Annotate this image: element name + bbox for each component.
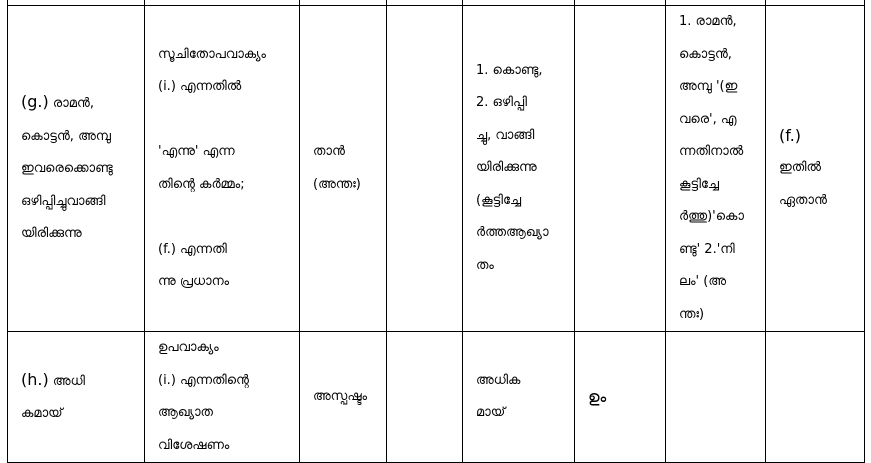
- cell-line: ന്നതിനാൽ: [679, 144, 744, 159]
- cell-object: [666, 6, 766, 332]
- cell-line: കൊട്ടൻ, അമ്പു: [21, 128, 111, 144]
- cell-line: ഏതാൻ: [779, 192, 827, 208]
- cell-line: ന്നു പ്രധാനം: [158, 274, 230, 289]
- cell-line: തം: [476, 257, 494, 273]
- cell-clause-type: [145, 332, 300, 463]
- row-marker-line: [21, 86, 136, 121]
- cell-line: കൊട്ടൻ,: [679, 46, 732, 62]
- cell-line: അസ്പഷ്ടം: [313, 388, 368, 404]
- analysis-table: [7, 0, 865, 463]
- cell-line: (i.) എന്നതിൽ: [158, 79, 242, 94]
- cell-line: കൂട്ടിച്ചേ: [679, 176, 720, 192]
- cell-line: കമായ്: [21, 406, 63, 421]
- cell-line: ഇവരെക്കൊണ്ടു: [21, 161, 113, 177]
- line-gap: [158, 201, 291, 234]
- table-row-h: [8, 332, 865, 463]
- cell-empty: [666, 332, 766, 463]
- cell-empty: [387, 6, 463, 332]
- cell-line: ന്തഃ): [679, 306, 705, 322]
- cell-line: വരെ', എ: [679, 111, 737, 127]
- cell-line: ച്ചു, വാങ്ങി: [476, 127, 535, 143]
- cell-line: മായ്: [476, 405, 506, 420]
- cell-line: 2. ഒഴിപ്പി: [476, 95, 527, 111]
- cell-line: (i.) എന്നതിന്റെ: [158, 372, 249, 388]
- cell-subject: [8, 332, 145, 463]
- cell-line: (കൂട്ടിച്ചേ: [476, 192, 522, 208]
- cell-line: തിന്റെ കർമ്മം;: [158, 176, 245, 192]
- cell-line: ഉം: [588, 386, 607, 406]
- cell-line: സൂചിതോപവാക്യം: [158, 46, 266, 62]
- cell-line: യിരിക്കുന്നു: [21, 226, 82, 242]
- cell-line: വിശേഷണം: [158, 437, 230, 453]
- table-row-g: [8, 6, 865, 332]
- cell-line: ലം' (അ: [679, 274, 727, 289]
- row-marker: (f.): [779, 125, 802, 145]
- line-gap: [158, 104, 291, 137]
- cell-empty: [766, 332, 865, 463]
- cell-line: രാമൻ,: [52, 96, 94, 112]
- cell-line: അധി: [52, 373, 85, 389]
- cell-line: (അന്തഃ): [313, 176, 361, 192]
- cell-reference: [766, 6, 865, 332]
- cell-line: 1. രാമൻ,: [679, 14, 737, 29]
- cell-empty: [575, 6, 666, 332]
- cell-line: ർത്തു)'കൊ: [679, 209, 744, 224]
- cell-line: ണ്ടു' 2.'നി: [679, 241, 735, 257]
- cell-line: ർത്തആഖ്യാ: [476, 225, 549, 241]
- cell-line: (f.) എന്നതി: [158, 241, 227, 257]
- cell-predicate: [463, 6, 575, 332]
- cell-line: 1. കൊണ്ടു,: [476, 62, 543, 78]
- cell-line: ഉപവാക്യം: [158, 340, 219, 355]
- cell-line: ഇതിൽ: [779, 160, 821, 176]
- cell-predicate: [463, 332, 575, 463]
- cell-line: 'എന്നു' എന്ന: [158, 144, 235, 159]
- cell-empty: [387, 332, 463, 463]
- cell-clause-type: [145, 6, 300, 332]
- cell-connector: [575, 332, 666, 463]
- cell-line: അമ്പു '(ഇ: [679, 79, 738, 94]
- row-marker: (g.): [21, 92, 49, 112]
- cell-subject-form: [300, 332, 387, 463]
- cell-line: യിരിക്കുന്നു: [476, 160, 537, 176]
- cell-line: താൻ: [313, 144, 345, 159]
- row-marker: (h.): [21, 369, 49, 389]
- cell-subject: [8, 6, 145, 332]
- cell-line: അധിക: [476, 372, 521, 388]
- cell-line: ഒഴിപ്പിച്ചുവാങ്ങി: [21, 193, 106, 209]
- cell-line: ആഖ്യാത: [158, 405, 213, 420]
- row-marker-line: [21, 364, 136, 399]
- cell-subject-form: [300, 6, 387, 332]
